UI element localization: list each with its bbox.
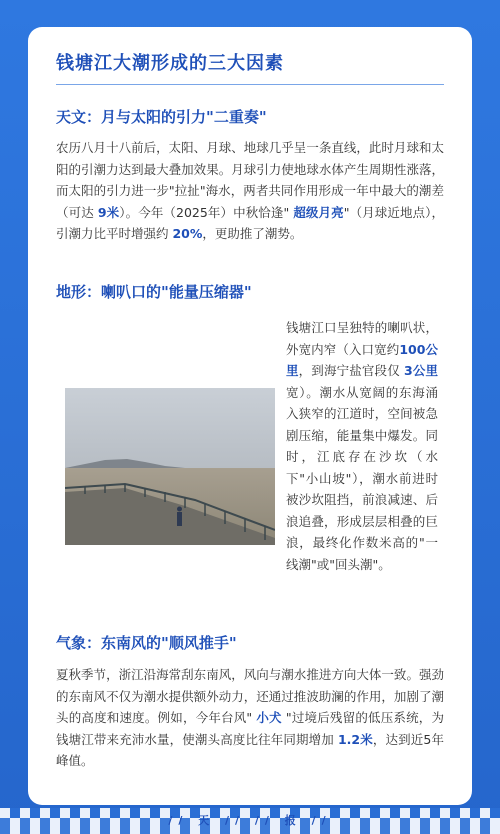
- terrain-text-3: 宽）。潮水从宽阔的东海涌入狭窄的江道时，空间被急剧压缩，能量集中爆发。同时，江底存在沙坎（水下"小山坡"），潮水前进时被沙坎阻挡，前浪减速、后浪追叠，形成层层相叠的巨浪，最终化作数米高的"一线潮"或"回头潮"。: [286, 384, 438, 572]
- astronomy-highlight-percent: 20%: [172, 226, 203, 241]
- section-text-terrain: [286, 317, 438, 575]
- astronomy-text-2: ）。今年（2025年）中秋恰逢": [119, 204, 294, 220]
- weather-text-2: "过境后残留的低压系统，为钱塘江带来充沛水量，使潮头高度比往年同期增加: [56, 710, 444, 747]
- weather-highlight-typhoon: 小犬: [256, 710, 282, 725]
- terrain-text-2: ，到海宁盐官段仅: [298, 363, 404, 378]
- terrain-highlight-width: 100公里: [286, 341, 438, 378]
- weather-highlight-height: 1.2米: [337, 731, 373, 747]
- astronomy-highlight-supermoon: 超级月亮: [293, 204, 344, 220]
- article-title: 钱塘江大潮形成的三大因素: [56, 53, 284, 74]
- astronomy-text-3: "（月球近地点），引潮力比平时增强约: [56, 204, 444, 241]
- weather-text-1: 夏秋季节，浙江沿海常刮东南风，风向与潮水推进方向大体一致。强劲的东南风不仅为潮水提供额外动力，还通过推波助澜的作用，加剧了潮头的高度和速度。例如，今年台风": [56, 667, 444, 725]
- section-text-weather: [56, 664, 444, 772]
- terrain-text-1: 钱塘江口呈独特的喇叭状，外宽内窄（入口宽约: [286, 320, 438, 357]
- riverbank-photo: [65, 388, 275, 545]
- weather-text-3: ，达到近5年峰值。: [56, 731, 444, 768]
- section-heading-terrain: 地形：喇叭口的"能量压缩器": [56, 283, 252, 301]
- section-heading-astronomy: 天文：月与太阳的引力"二重奏": [56, 108, 267, 126]
- section-heading-weather: 气象：东南风的"顺风推手": [56, 634, 237, 652]
- terrain-highlight-narrow: 3公里: [403, 363, 438, 378]
- footer-text: // 天 // // 报 //: [168, 814, 332, 827]
- astronomy-highlight-tide: 9米: [97, 204, 120, 220]
- title-divider: [56, 84, 444, 85]
- section-text-astronomy: [56, 137, 444, 245]
- article-card: [28, 27, 472, 805]
- astronomy-text-4: ，更助推了潮势。: [202, 226, 303, 241]
- astronomy-text-1: 农历八月十八前后，太阳、月球、地球几乎呈一条直线，此时月球和太阳的引潮力达到最大叠加效果。月球引力使地球水体产生周期性涨落，而太阳的引力进一步"拉扯"海水，两者共同作用形成一年中最大的潮差（可达: [56, 140, 444, 220]
